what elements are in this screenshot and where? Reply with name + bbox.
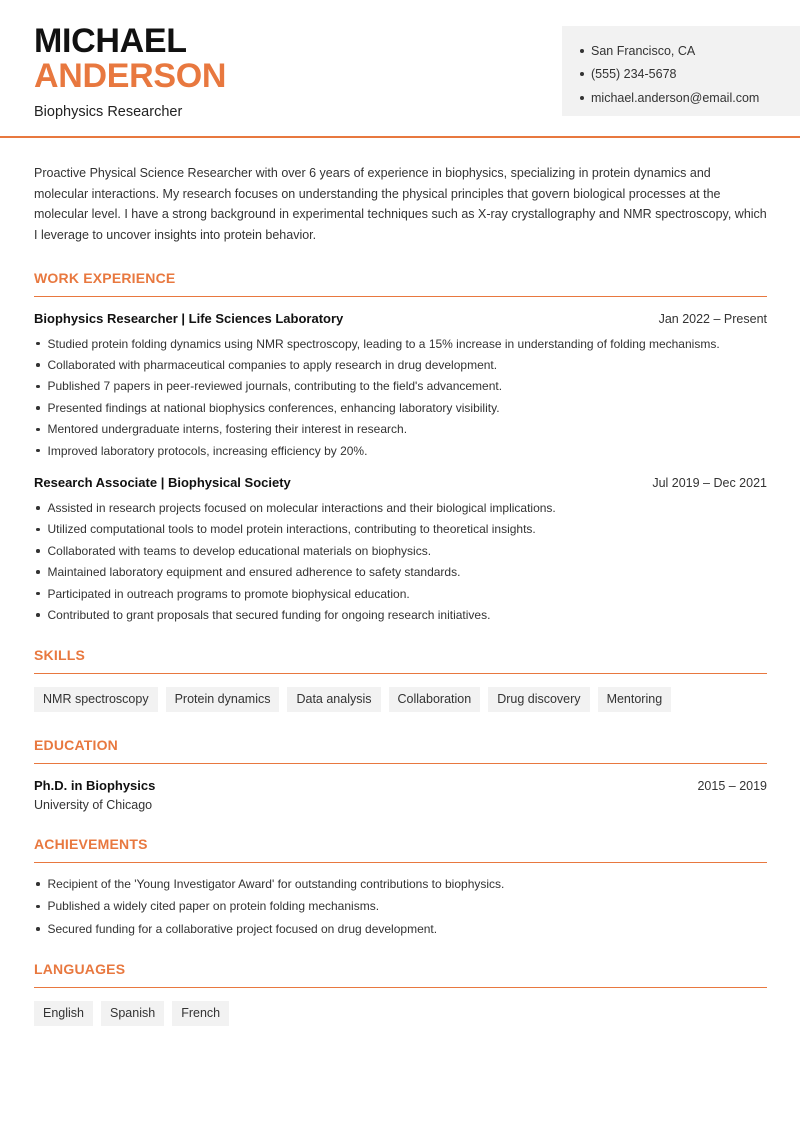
bullet-text: Assisted in research projects focused on molecular interactions and their biological implications. — [47, 501, 556, 516]
achievement-text: Published a widely cited paper on protein folding mechanisms. — [47, 899, 380, 914]
language-tag: English — [34, 1001, 93, 1026]
bullet-icon — [580, 96, 584, 100]
bullet-text: Improved laboratory protocols, increasing efficiency by 20%. — [47, 443, 368, 458]
bullet-icon — [36, 549, 40, 553]
list-item — [34, 354, 767, 375]
achievement-text: Recipient of the 'Young Investigator Award' for outstanding contributions to biophysics. — [47, 876, 505, 891]
skill-tag: Data analysis — [287, 687, 380, 712]
bullet-text: Participated in outreach programs to promote biophysical education. — [47, 586, 410, 601]
bullet-icon — [36, 613, 40, 617]
list-item — [34, 333, 767, 354]
list-item — [34, 604, 767, 625]
bullet-icon — [36, 882, 40, 886]
contact-location — [580, 39, 800, 63]
name-block — [34, 24, 226, 120]
job-dates: Jan 2022 – Present — [658, 312, 767, 326]
contact-phone — [580, 63, 800, 87]
school: University of Chicago — [34, 797, 153, 812]
bullet-icon — [36, 927, 40, 931]
achievement-text: Secured funding for a collaborative project focused on drug development. — [47, 921, 438, 936]
job-header — [34, 475, 767, 490]
skill-tag: Mentoring — [598, 687, 672, 712]
bullet-text: Collaborated with teams to develop educational materials on biophysics. — [47, 543, 432, 558]
list-item — [34, 419, 767, 440]
skill-tag: Protein dynamics — [166, 687, 280, 712]
education-dates: 2015 – 2019 — [697, 778, 767, 793]
education-header — [34, 778, 767, 793]
resume-content — [34, 163, 767, 1026]
job-title: Biophysics Researcher — [34, 104, 183, 120]
skills-section — [34, 647, 767, 712]
first-name: MICHAEL — [34, 22, 187, 60]
list-item — [34, 497, 767, 518]
bullet-text: Studied protein folding dynamics using NMR spectroscopy, leading to a 15% increase in understanding of folding mechanisms. — [47, 336, 720, 351]
job-header — [34, 311, 767, 326]
achievements-section — [34, 836, 767, 941]
bullet-icon — [36, 592, 40, 596]
achievements-list — [34, 873, 767, 941]
skill-tag: Drug discovery — [488, 687, 589, 712]
list-item — [34, 583, 767, 604]
bullet-icon — [36, 449, 40, 453]
job-dates: Jul 2019 – Dec 2021 — [652, 476, 767, 491]
bullet-icon — [580, 72, 584, 76]
section-title-skills: SKILLS — [34, 647, 767, 674]
degree: Ph.D. in Biophysics — [34, 777, 156, 793]
skill-tag: NMR spectroscopy — [34, 687, 158, 712]
bullet-icon — [36, 385, 40, 389]
job-title-company: Biophysics Researcher | Life Sciences Laboratory — [34, 311, 344, 326]
bullet-text: Published 7 papers in peer-reviewed journals, contributing to the field's advancement. — [47, 379, 503, 394]
section-title-work: WORK EXPERIENCE — [34, 270, 767, 297]
job-entry — [34, 311, 767, 461]
job-title-company: Research Associate | Biophysical Society — [34, 475, 291, 491]
contact-email — [580, 86, 800, 110]
last-name: ANDERSON — [34, 57, 227, 95]
skill-tag: Collaboration — [389, 687, 481, 712]
bullet-text: Mentored undergraduate interns, fostering their interest in research. — [47, 422, 408, 437]
bullet-icon — [36, 342, 40, 346]
skills-tags — [34, 687, 767, 712]
list-item — [34, 540, 767, 561]
languages-section — [34, 961, 767, 1026]
contact-phone-text: (555) 234-5678 — [591, 67, 677, 82]
bullet-icon — [36, 570, 40, 574]
list-item — [34, 376, 767, 397]
contact-email-text: michael.anderson@email.com — [591, 90, 760, 105]
section-title-education: EDUCATION — [34, 737, 767, 764]
bullet-text: Collaborated with pharmaceutical companies to apply research in drug development. — [47, 358, 498, 373]
bullet-text: Contributed to grant proposals that secured funding for ongoing research initiatives. — [47, 607, 491, 622]
language-tag: French — [172, 1001, 229, 1026]
bullet-icon — [36, 528, 40, 532]
bullet-text: Utilized computational tools to model protein interactions, contributing to theoretical insights. — [47, 522, 536, 537]
list-item — [34, 397, 767, 418]
job-bullets — [34, 497, 767, 625]
bullet-icon — [36, 428, 40, 432]
bullet-text: Presented findings at national biophysics conferences, enhancing laboratory visibility. — [47, 400, 500, 415]
contact-box — [562, 26, 800, 116]
work-experience-section — [34, 270, 767, 626]
bullet-text: Maintained laboratory equipment and ensured adherence to safety standards. — [47, 565, 461, 580]
languages-tags — [34, 1001, 767, 1026]
language-tag: Spanish — [101, 1001, 164, 1026]
resume-header — [0, 0, 800, 138]
job-entry — [34, 475, 767, 625]
bullet-icon — [36, 406, 40, 410]
summary: Proactive Physical Science Researcher with over 6 years of experience in biophysics, specializing in protein dynamics and molecular interactions. My research focuses on understanding the physical principles that govern biological processes at the molecular level. I have a strong background in experimental techniques such as X-ray crystallography and NMR spectroscopy, which I leverage to uncover insights into protein behavior. — [34, 166, 767, 242]
section-title-languages: LANGUAGES — [34, 961, 767, 988]
education-section — [34, 737, 767, 812]
bullet-icon — [36, 363, 40, 367]
bullet-icon — [36, 506, 40, 510]
list-item — [34, 519, 767, 540]
contact-location-text: San Francisco, CA — [591, 43, 696, 58]
bullet-icon — [36, 905, 40, 909]
list-item — [34, 895, 767, 918]
education-entry — [34, 778, 767, 812]
job-bullets — [34, 333, 767, 461]
list-item — [34, 440, 767, 461]
bullet-icon — [580, 49, 584, 53]
list-item — [34, 918, 767, 941]
list-item — [34, 873, 767, 896]
list-item — [34, 562, 767, 583]
section-title-achievements: ACHIEVEMENTS — [34, 836, 767, 863]
